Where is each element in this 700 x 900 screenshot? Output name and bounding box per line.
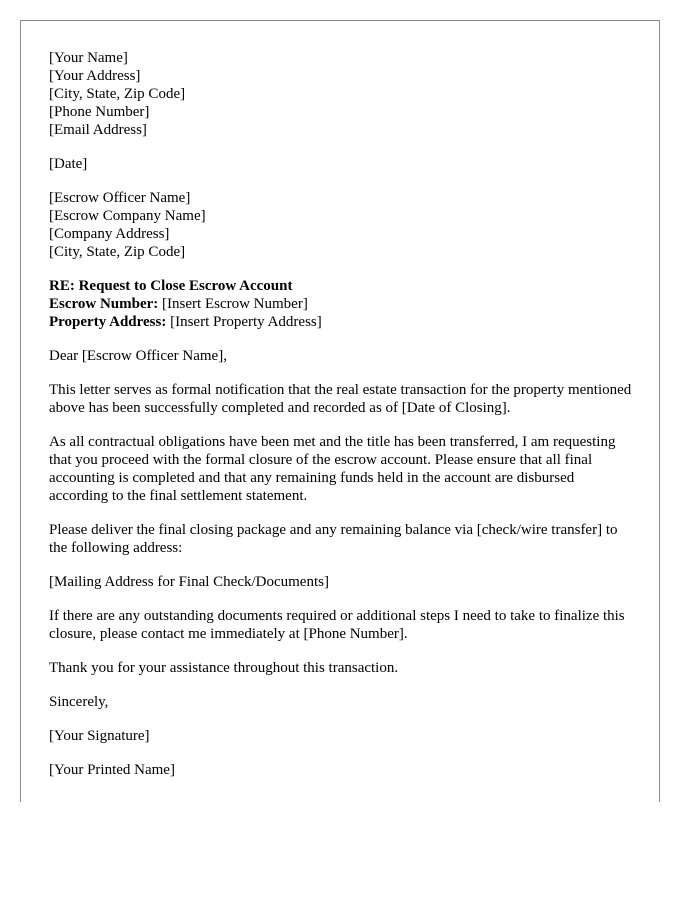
re-line — [49, 277, 634, 295]
letter-date: [Date] — [49, 156, 88, 172]
escrow-number-line — [49, 295, 634, 313]
escrow-number-label: Escrow Number: — [49, 296, 159, 312]
sender-address: [Your Address] — [49, 68, 141, 84]
letter-page — [20, 20, 660, 802]
body-paragraph-5: Thank you for your assistance throughout this transaction. — [49, 660, 399, 676]
signature: [Your Signature] — [49, 728, 150, 744]
body-paragraph-2: As all contractual obligations have been met and the title has been transferred, I am requesting that you proceed with the formal closure of the escrow account. Please ensure that all final accounting is completed and that any remaining funds held in the account are disbursed according to the final settlement statement. — [49, 434, 616, 504]
mailing-address: [Mailing Address for Final Check/Documents] — [49, 574, 329, 590]
sender-city-state-zip: [City, State, Zip Code] — [49, 86, 186, 102]
recipient-city-state-zip: [City, State, Zip Code] — [49, 244, 186, 260]
sender-block — [49, 49, 634, 139]
body-paragraph-1: This letter serves as formal notification that the real estate transaction for the property mentioned above has been successfully completed and recorded as of [Date of Closing]. — [49, 382, 632, 416]
property-address-value: [Insert Property Address] — [166, 314, 322, 330]
sender-name: [Your Name] — [49, 50, 128, 66]
property-address-label: Property Address: — [49, 314, 167, 330]
salutation: Dear [Escrow Officer Name], — [49, 348, 227, 364]
body-paragraph-4: If there are any outstanding documents required or additional steps I need to take to finalize this closure, please contact me immediately at [Phone Number]. — [49, 608, 625, 642]
recipient-block — [49, 189, 634, 261]
date-block — [49, 155, 634, 173]
sign-off: Sincerely, — [49, 694, 109, 710]
sender-phone: [Phone Number] — [49, 104, 150, 120]
printed-name: [Your Printed Name] — [49, 762, 175, 778]
re-subject: RE: Request to Close Escrow Account — [49, 278, 293, 294]
property-address-line — [49, 313, 634, 331]
recipient-officer-name: [Escrow Officer Name] — [49, 190, 191, 206]
recipient-company-address: [Company Address] — [49, 226, 170, 242]
reference-block — [49, 277, 634, 331]
letter-content — [49, 49, 634, 795]
sender-email: [Email Address] — [49, 122, 147, 138]
escrow-number-value: [Insert Escrow Number] — [158, 296, 308, 312]
body-paragraph-3: Please deliver the final closing package and any remaining balance via [check/wire transfer] to the following address: — [49, 522, 618, 556]
recipient-company-name: [Escrow Company Name] — [49, 208, 206, 224]
